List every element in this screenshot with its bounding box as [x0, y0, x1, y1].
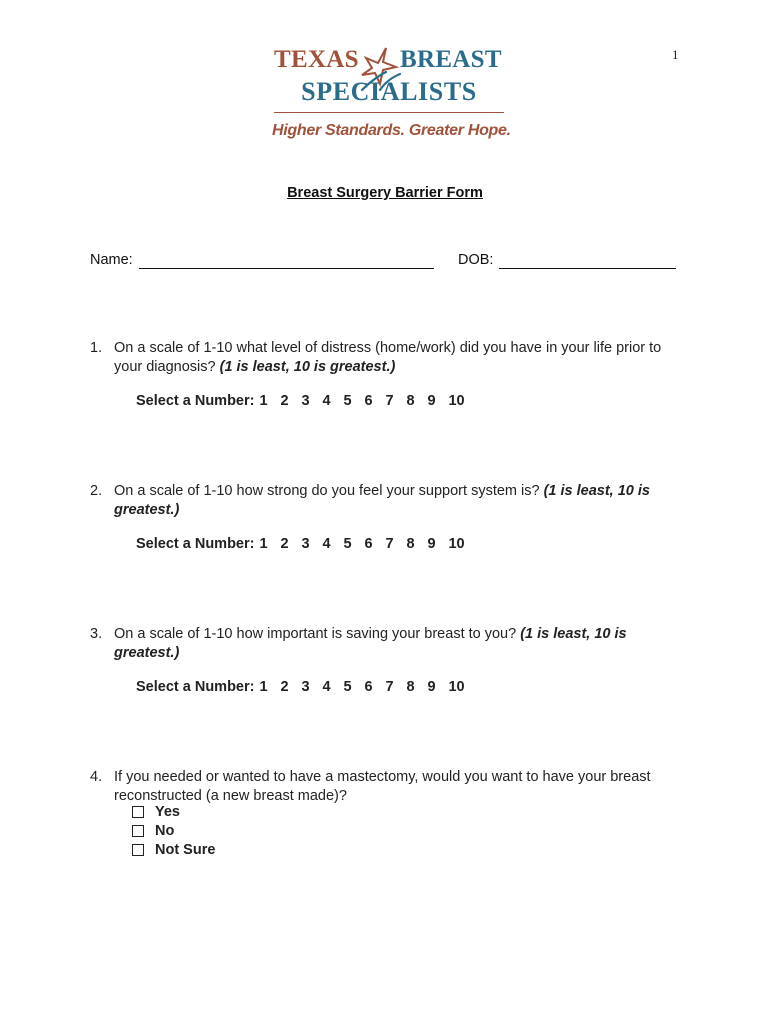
checkbox-yes[interactable] [132, 804, 180, 820]
question-prompt: On a scale of 1-10 how strong do you feel your support system is? [114, 483, 540, 499]
question-text [114, 339, 680, 377]
scale-option-8[interactable]: 8 [406, 393, 415, 409]
scale-option-5[interactable]: 5 [343, 536, 352, 552]
scale-option-6[interactable]: 6 [364, 536, 373, 552]
texas-breast-specialists-logo [272, 22, 512, 146]
scale-selector-1 [136, 393, 472, 409]
name-field[interactable] [139, 268, 434, 269]
question-text [114, 482, 680, 520]
select-label: Select a Number: [136, 393, 255, 409]
question-scale-note: (1 is least, 10 is greatest.) [114, 483, 650, 518]
checkbox-label: Not Sure [155, 842, 216, 858]
scale-option-9[interactable]: 9 [427, 679, 436, 695]
scale-option-4[interactable]: 4 [322, 536, 331, 552]
question-number: 3. [90, 626, 103, 642]
scale-option-10[interactable]: 10 [448, 536, 465, 552]
logo-word-texas: TEXAS [274, 46, 359, 73]
logo-word-breast: BREAST [400, 46, 502, 73]
scale-option-9[interactable]: 9 [427, 536, 436, 552]
question-text [114, 625, 680, 663]
scale-option-3[interactable]: 3 [301, 536, 310, 552]
scale-option-6[interactable]: 6 [364, 393, 373, 409]
scale-selector-2 [136, 536, 472, 552]
scale-option-10[interactable]: 10 [448, 393, 465, 409]
scale-option-2[interactable]: 2 [280, 679, 289, 695]
logo-tagline: Higher Standards. Greater Hope. [272, 122, 511, 139]
scale-option-10[interactable]: 10 [448, 679, 465, 695]
scale-option-4[interactable]: 4 [322, 679, 331, 695]
form-title: Breast Surgery Barrier Form [287, 185, 483, 201]
scale-option-4[interactable]: 4 [322, 393, 331, 409]
scale-option-8[interactable]: 8 [406, 536, 415, 552]
checkbox-icon[interactable] [132, 844, 144, 856]
question-scale-note: (1 is least, 10 is greatest.) [219, 359, 396, 375]
scale-option-8[interactable]: 8 [406, 679, 415, 695]
checkbox-icon[interactable] [132, 806, 144, 818]
checkbox-no[interactable] [132, 823, 174, 839]
question-prompt: On a scale of 1-10 what level of distress (home/work) did you have in your life prior to your diagnosis? [114, 340, 662, 375]
logo-word-specialists: SPECIALISTS [301, 77, 477, 106]
scale-option-7[interactable]: 7 [385, 393, 394, 409]
scale-selector-3 [136, 679, 472, 695]
scale-option-3[interactable]: 3 [301, 679, 310, 695]
scale-option-1[interactable]: 1 [259, 536, 268, 552]
select-label: Select a Number: [136, 536, 255, 552]
dob-label: DOB: [458, 252, 494, 268]
scale-option-2[interactable]: 2 [280, 536, 289, 552]
checkbox-icon[interactable] [132, 825, 144, 837]
scale-option-6[interactable]: 6 [364, 679, 373, 695]
scale-option-2[interactable]: 2 [280, 393, 289, 409]
checkbox-not-sure[interactable] [132, 842, 215, 858]
logo-divider [274, 112, 504, 113]
question-number: 4. [90, 769, 103, 785]
scale-option-1[interactable]: 1 [259, 393, 268, 409]
question-number: 1. [90, 340, 103, 356]
scale-option-7[interactable]: 7 [385, 679, 394, 695]
question-scale-note: (1 is least, 10 is greatest.) [114, 626, 627, 661]
dob-field[interactable] [499, 268, 676, 269]
question-number: 2. [90, 483, 103, 499]
page-number: 1 [672, 47, 679, 62]
question-text: If you needed or wanted to have a mastectomy, would you want to have your breast reconstructed (a new breast made)? [114, 769, 651, 804]
checkbox-label: Yes [155, 804, 180, 820]
scale-option-5[interactable]: 5 [343, 393, 352, 409]
question-prompt: On a scale of 1-10 how important is saving your breast to you? [114, 626, 517, 642]
scale-option-7[interactable]: 7 [385, 536, 394, 552]
scale-option-5[interactable]: 5 [343, 679, 352, 695]
select-label: Select a Number: [136, 679, 255, 695]
scale-option-9[interactable]: 9 [427, 393, 436, 409]
checkbox-label: No [155, 823, 175, 839]
scale-option-1[interactable]: 1 [259, 679, 268, 695]
scale-option-3[interactable]: 3 [301, 393, 310, 409]
name-label: Name: [90, 252, 133, 268]
